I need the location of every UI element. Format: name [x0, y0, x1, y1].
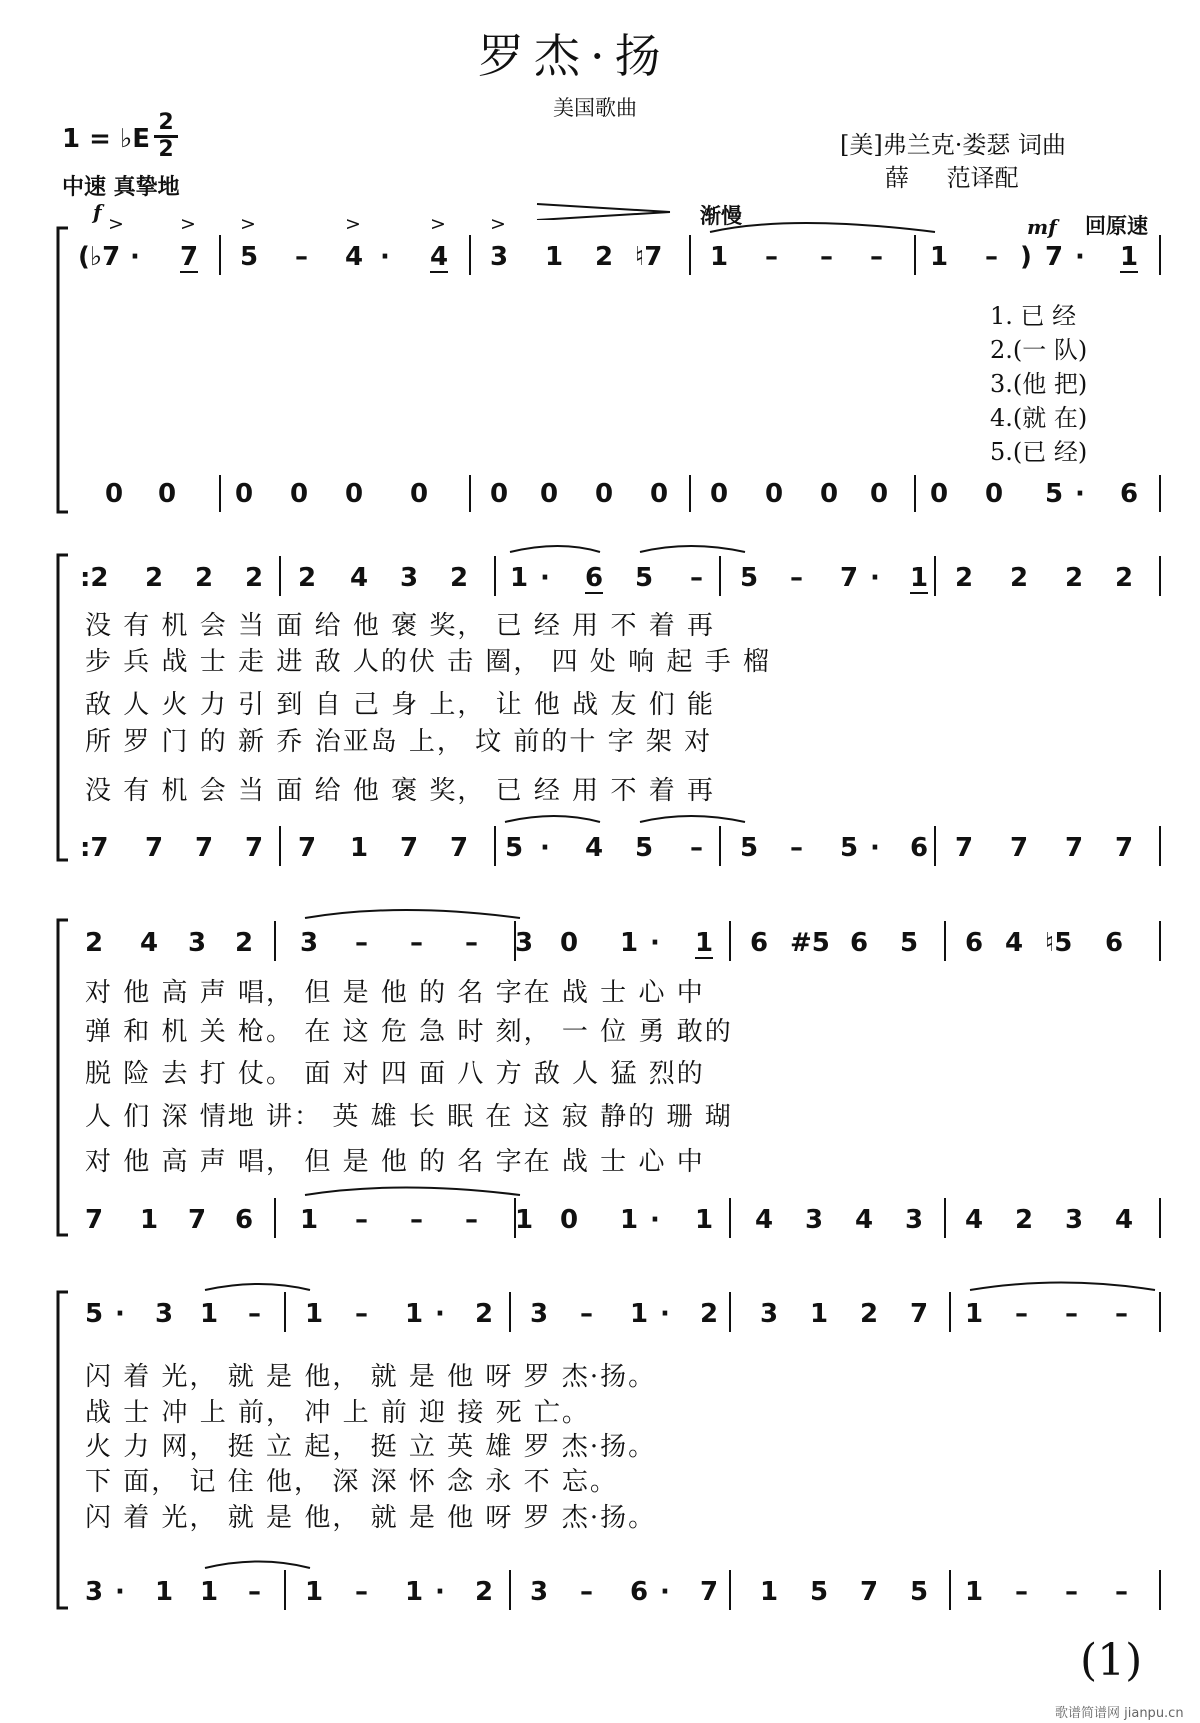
intro-lyric-4: 4.(就 在) [990, 404, 1088, 432]
svg-text:–: – [1115, 1299, 1128, 1329]
system-3-upper-notes [85, 928, 1123, 958]
svg-text:1: 1 [300, 1205, 319, 1235]
svg-text:1: 1 [965, 1577, 984, 1607]
svg-text:1: 1 [710, 242, 729, 272]
svg-text:5: 5 [635, 563, 654, 593]
mezzo-forte-marking: mf [1027, 215, 1057, 239]
svg-text:5: 5 [840, 833, 859, 863]
svg-text:7: 7 [910, 1299, 929, 1329]
svg-text:1: 1 [695, 1205, 714, 1235]
svg-text:0: 0 [540, 479, 559, 509]
svg-text:–: – [765, 242, 778, 272]
svg-text:–: – [580, 1577, 593, 1607]
svg-text:4: 4 [755, 1205, 774, 1235]
tempo-marking: 中速 真挚地 [62, 175, 180, 200]
svg-text:–: – [248, 1577, 261, 1607]
svg-text:4: 4 [585, 833, 604, 863]
svg-text:·: · [660, 1577, 670, 1607]
svg-text:6: 6 [850, 928, 869, 958]
svg-text:0: 0 [560, 1205, 579, 1235]
svg-text:0: 0 [765, 479, 784, 509]
system-2-lyric-2: 步 兵 战 士 走 进 敌 人的伏 击 圈， 四 处 响 起 手 榴 [85, 647, 771, 677]
svg-text:1: 1 [620, 928, 639, 958]
svg-text:2: 2 [1065, 563, 1084, 593]
svg-text:–: – [355, 1299, 368, 1329]
watermark: 歌谱简谱网 jianpu.cn [1055, 1706, 1184, 1721]
svg-text:6: 6 [235, 1205, 254, 1235]
svg-text:·: · [660, 1299, 670, 1329]
svg-text:0: 0 [490, 479, 509, 509]
svg-text:5: 5 [810, 1577, 829, 1607]
intro-lyric-5: 5.(已 经) [990, 438, 1088, 466]
time-numerator: 2 [158, 110, 174, 135]
ritardando-marking: 渐慢 [700, 204, 742, 228]
svg-text:1: 1 [515, 1205, 534, 1235]
svg-text:5: 5 [740, 563, 759, 593]
svg-text:0: 0 [410, 479, 429, 509]
svg-text:>: > [490, 213, 506, 235]
svg-text:2: 2 [860, 1299, 879, 1329]
svg-text:–: – [465, 1205, 478, 1235]
svg-text:–: – [248, 1299, 261, 1329]
system-4-lower-notes [85, 1577, 1128, 1607]
svg-text:7: 7 [400, 833, 419, 863]
svg-text:3: 3 [530, 1577, 549, 1607]
svg-text:1: 1 [510, 563, 529, 593]
svg-text:–: – [1065, 1299, 1078, 1329]
system-4-bracket [58, 1292, 68, 1608]
svg-text:2: 2 [1010, 563, 1029, 593]
svg-text:–: – [1015, 1577, 1028, 1607]
svg-text:1: 1 [760, 1577, 779, 1607]
svg-text:7: 7 [1115, 833, 1134, 863]
svg-text:3: 3 [300, 928, 319, 958]
svg-text:0: 0 [985, 479, 1004, 509]
svg-text:1: 1 [810, 1299, 829, 1329]
svg-text:2: 2 [475, 1577, 494, 1607]
svg-text:3: 3 [155, 1299, 174, 1329]
system-1-upper-line [0, 0, 1, 1]
system-4-lyric-5: 闪 着 光， 就 是 他， 就 是 他 呀 罗 杰·扬。 [85, 1503, 657, 1533]
svg-text:1: 1 [140, 1205, 159, 1235]
svg-text:3: 3 [905, 1205, 924, 1235]
svg-text:7: 7 [85, 1205, 104, 1235]
svg-text:1: 1 [405, 1299, 424, 1329]
svg-text:2: 2 [955, 563, 974, 593]
system-4-lyric-4: 下 面， 记 住 他， 深 深 怀 念 永 不 忘。 [85, 1467, 618, 1497]
svg-text:0: 0 [158, 479, 177, 509]
svg-text:6: 6 [965, 928, 984, 958]
svg-text:2: 2 [235, 928, 254, 958]
svg-text:5: 5 [900, 928, 919, 958]
svg-text:2: 2 [145, 563, 164, 593]
svg-text:2: 2 [450, 563, 469, 593]
svg-text:0: 0 [105, 479, 124, 509]
svg-text:–: – [410, 928, 423, 958]
svg-text:0: 0 [560, 928, 579, 958]
svg-text:–: – [1115, 1577, 1128, 1607]
system-4-lyric-3: 火 力 网， 挺 立 起， 挺 立 英 雄 罗 杰·扬。 [85, 1432, 657, 1462]
svg-text:–: – [1065, 1577, 1078, 1607]
credit-composer: [美]弗兰克·娄瑟 词曲 [840, 131, 1066, 159]
system-2-upper-notes [80, 563, 1133, 593]
svg-text:·: · [115, 1577, 125, 1607]
svg-text:6: 6 [750, 928, 769, 958]
svg-text:6: 6 [910, 833, 929, 863]
song-subtitle: 美国歌曲 [553, 96, 637, 120]
svg-text:·: · [650, 928, 660, 958]
svg-text:7: 7 [188, 1205, 207, 1235]
system-1-upper-notes [78, 242, 1138, 272]
svg-text:2: 2 [245, 563, 264, 593]
svg-text:(♭7: (♭7 [78, 242, 121, 272]
svg-text:1: 1 [200, 1299, 219, 1329]
time-denominator: 2 [158, 137, 174, 162]
svg-text:>: > [240, 213, 256, 235]
svg-text:3: 3 [188, 928, 207, 958]
svg-text::2: :2 [80, 563, 109, 593]
system-1-lower-notes [105, 479, 1138, 509]
svg-text:4: 4 [1005, 928, 1024, 958]
svg-text:–: – [870, 242, 883, 272]
svg-text:·: · [1075, 479, 1085, 509]
svg-text:·: · [540, 833, 550, 863]
system-1-upper-accents [108, 213, 506, 235]
svg-text:1: 1 [405, 1577, 424, 1607]
svg-text:1: 1 [305, 1299, 324, 1329]
svg-text:–: – [690, 833, 703, 863]
system-3-lyric-3: 脱 险 去 打 仗。 面 对 四 面 八 方 敌 人 猛 烈的 [85, 1059, 705, 1089]
svg-text:6: 6 [1105, 928, 1124, 958]
svg-text:–: – [465, 928, 478, 958]
svg-text:–: – [355, 1205, 368, 1235]
svg-text:0: 0 [290, 479, 309, 509]
system-1-tie [710, 223, 935, 232]
svg-text:6: 6 [1120, 479, 1139, 509]
svg-text::7: :7 [80, 833, 109, 863]
svg-text:7: 7 [180, 242, 199, 272]
svg-text:4: 4 [350, 563, 369, 593]
system-2-lyric-3: 敌 人 火 力 引 到 自 己 身 上， 让 他 战 友 们 能 [85, 690, 715, 720]
svg-text:2: 2 [700, 1299, 719, 1329]
svg-text:3: 3 [490, 242, 509, 272]
svg-text:3: 3 [1065, 1205, 1084, 1235]
svg-text:5: 5 [505, 833, 524, 863]
svg-text:1: 1 [200, 1577, 219, 1607]
system-2-lyric-4: 所 罗 门 的 新 乔 治亚岛 上， 坟 前的十 字 架 对 [85, 727, 713, 757]
svg-text:7: 7 [145, 833, 164, 863]
svg-text:·: · [130, 242, 140, 272]
svg-text:·: · [435, 1577, 445, 1607]
svg-text:6: 6 [585, 563, 604, 593]
svg-text:0: 0 [820, 479, 839, 509]
svg-text:♮5: ♮5 [1045, 928, 1073, 958]
system-4-lyric-2: 战 士 冲 上 前， 冲 上 前 迎 接 死 亡。 [85, 1398, 590, 1428]
svg-text:–: – [820, 242, 833, 272]
svg-text:·: · [380, 242, 390, 272]
system-2-lyric-5: 没 有 机 会 当 面 给 他 褒 奖， 已 经 用 不 着 再 [85, 776, 715, 806]
svg-text:–: – [1015, 1299, 1028, 1329]
system-3-lyric-2: 弹 和 机 关 枪。 在 这 危 急 时 刻， 一 位 勇 敢的 [85, 1017, 733, 1047]
svg-text:–: – [985, 242, 998, 272]
svg-text:#5: #5 [790, 928, 830, 958]
intro-lyric-2: 2.(一 队) [990, 336, 1088, 364]
svg-text:1: 1 [305, 1577, 324, 1607]
system-4-upper-notes [85, 1299, 1128, 1329]
svg-text:7: 7 [1045, 242, 1064, 272]
svg-text:1: 1 [965, 1299, 984, 1329]
svg-text:2: 2 [298, 563, 317, 593]
svg-text:5: 5 [1045, 479, 1064, 509]
svg-text:–: – [790, 563, 803, 593]
svg-text:2: 2 [195, 563, 214, 593]
intro-lyric-3: 3.(他 把) [990, 370, 1088, 398]
svg-text:·: · [1075, 242, 1085, 272]
svg-text:3: 3 [400, 563, 419, 593]
svg-text:·: · [540, 563, 550, 593]
svg-text:–: – [790, 833, 803, 863]
system-3-lyric-1: 对 他 高 声 唱， 但 是 他 的 名 字在 战 士 心 中 [85, 978, 705, 1008]
svg-text:0: 0 [345, 479, 364, 509]
svg-text:2: 2 [475, 1299, 494, 1329]
svg-text:5: 5 [240, 242, 259, 272]
svg-text:7: 7 [860, 1577, 879, 1607]
svg-text:): ) [1020, 242, 1032, 272]
svg-text:7: 7 [955, 833, 974, 863]
svg-text:1: 1 [930, 242, 949, 272]
system-2-bracket [58, 555, 68, 860]
svg-text:–: – [295, 242, 308, 272]
a-tempo-marking: 回原速 [1085, 214, 1148, 238]
svg-text:4: 4 [1115, 1205, 1134, 1235]
song-title: 罗杰·扬 [478, 29, 671, 83]
svg-text:5: 5 [910, 1577, 929, 1607]
svg-text:3: 3 [760, 1299, 779, 1329]
svg-text:·: · [115, 1299, 125, 1329]
system-4-lyric-1: 闪 着 光， 就 是 他， 就 是 他 呀 罗 杰·扬。 [85, 1362, 657, 1392]
svg-text:1: 1 [630, 1299, 649, 1329]
svg-text:4: 4 [855, 1205, 874, 1235]
forte-marking: f [93, 200, 102, 224]
svg-text:7: 7 [298, 833, 317, 863]
svg-text:7: 7 [840, 563, 859, 593]
svg-text:1: 1 [350, 833, 369, 863]
svg-text:7: 7 [1065, 833, 1084, 863]
svg-text:>: > [108, 213, 124, 235]
svg-text:7: 7 [450, 833, 469, 863]
svg-text:0: 0 [235, 479, 254, 509]
intro-lyric-1: 1. 已 经 [990, 302, 1077, 330]
system-3-bracket [58, 920, 68, 1235]
svg-text:7: 7 [700, 1577, 719, 1607]
key-signature: 1 = ♭E [62, 124, 151, 154]
svg-text:1: 1 [545, 242, 564, 272]
svg-text:0: 0 [870, 479, 889, 509]
svg-text:5: 5 [85, 1299, 104, 1329]
svg-text:·: · [870, 833, 880, 863]
svg-text:·: · [435, 1299, 445, 1329]
svg-text:2: 2 [1115, 563, 1134, 593]
system-3-lyric-4: 人 们 深 情地 讲： 英 雄 长 眠 在 这 寂 静的 珊 瑚 [85, 1102, 733, 1132]
svg-text:7: 7 [1010, 833, 1029, 863]
svg-text:2: 2 [1015, 1205, 1034, 1235]
svg-text:–: – [355, 1577, 368, 1607]
svg-text:>: > [345, 213, 361, 235]
svg-text:–: – [410, 1205, 423, 1235]
svg-text:♮7: ♮7 [635, 242, 663, 272]
credit-translator: 薛 范译配 [885, 164, 1019, 192]
svg-text:4: 4 [430, 242, 449, 272]
svg-text:5: 5 [635, 833, 654, 863]
system-2-lyric-1: 没 有 机 会 当 面 给 他 褒 奖， 已 经 用 不 着 再 [85, 611, 715, 641]
svg-text:1: 1 [910, 563, 929, 593]
svg-text:–: – [355, 928, 368, 958]
svg-text:–: – [690, 563, 703, 593]
system-1-bracket [58, 228, 68, 512]
svg-text:0: 0 [595, 479, 614, 509]
svg-text:7: 7 [195, 833, 214, 863]
svg-text:4: 4 [345, 242, 364, 272]
system-3-lower-notes [85, 1205, 1133, 1235]
page-number: (1) [1080, 1635, 1143, 1686]
svg-text:1: 1 [695, 928, 714, 958]
svg-text:·: · [870, 563, 880, 593]
svg-text:1: 1 [620, 1205, 639, 1235]
svg-text:0: 0 [710, 479, 729, 509]
svg-text:5: 5 [740, 833, 759, 863]
svg-text:2: 2 [595, 242, 614, 272]
svg-text:7: 7 [245, 833, 264, 863]
svg-text:3: 3 [530, 1299, 549, 1329]
svg-text:>: > [180, 213, 196, 235]
svg-text:–: – [580, 1299, 593, 1329]
system-2-lower-notes [80, 833, 1133, 863]
svg-text:6: 6 [630, 1577, 649, 1607]
svg-text:3: 3 [85, 1577, 104, 1607]
svg-text:1: 1 [1120, 242, 1139, 272]
svg-text:4: 4 [140, 928, 159, 958]
svg-text:0: 0 [650, 479, 669, 509]
svg-text:3: 3 [515, 928, 534, 958]
svg-text:2: 2 [85, 928, 104, 958]
svg-text:0: 0 [930, 479, 949, 509]
svg-text:·: · [650, 1205, 660, 1235]
svg-text:1: 1 [155, 1577, 174, 1607]
svg-text:>: > [430, 213, 446, 235]
svg-text:3: 3 [805, 1205, 824, 1235]
system-3-lyric-5: 对 他 高 声 唱， 但 是 他 的 名 字在 战 士 心 中 [85, 1147, 705, 1177]
svg-text:4: 4 [965, 1205, 984, 1235]
